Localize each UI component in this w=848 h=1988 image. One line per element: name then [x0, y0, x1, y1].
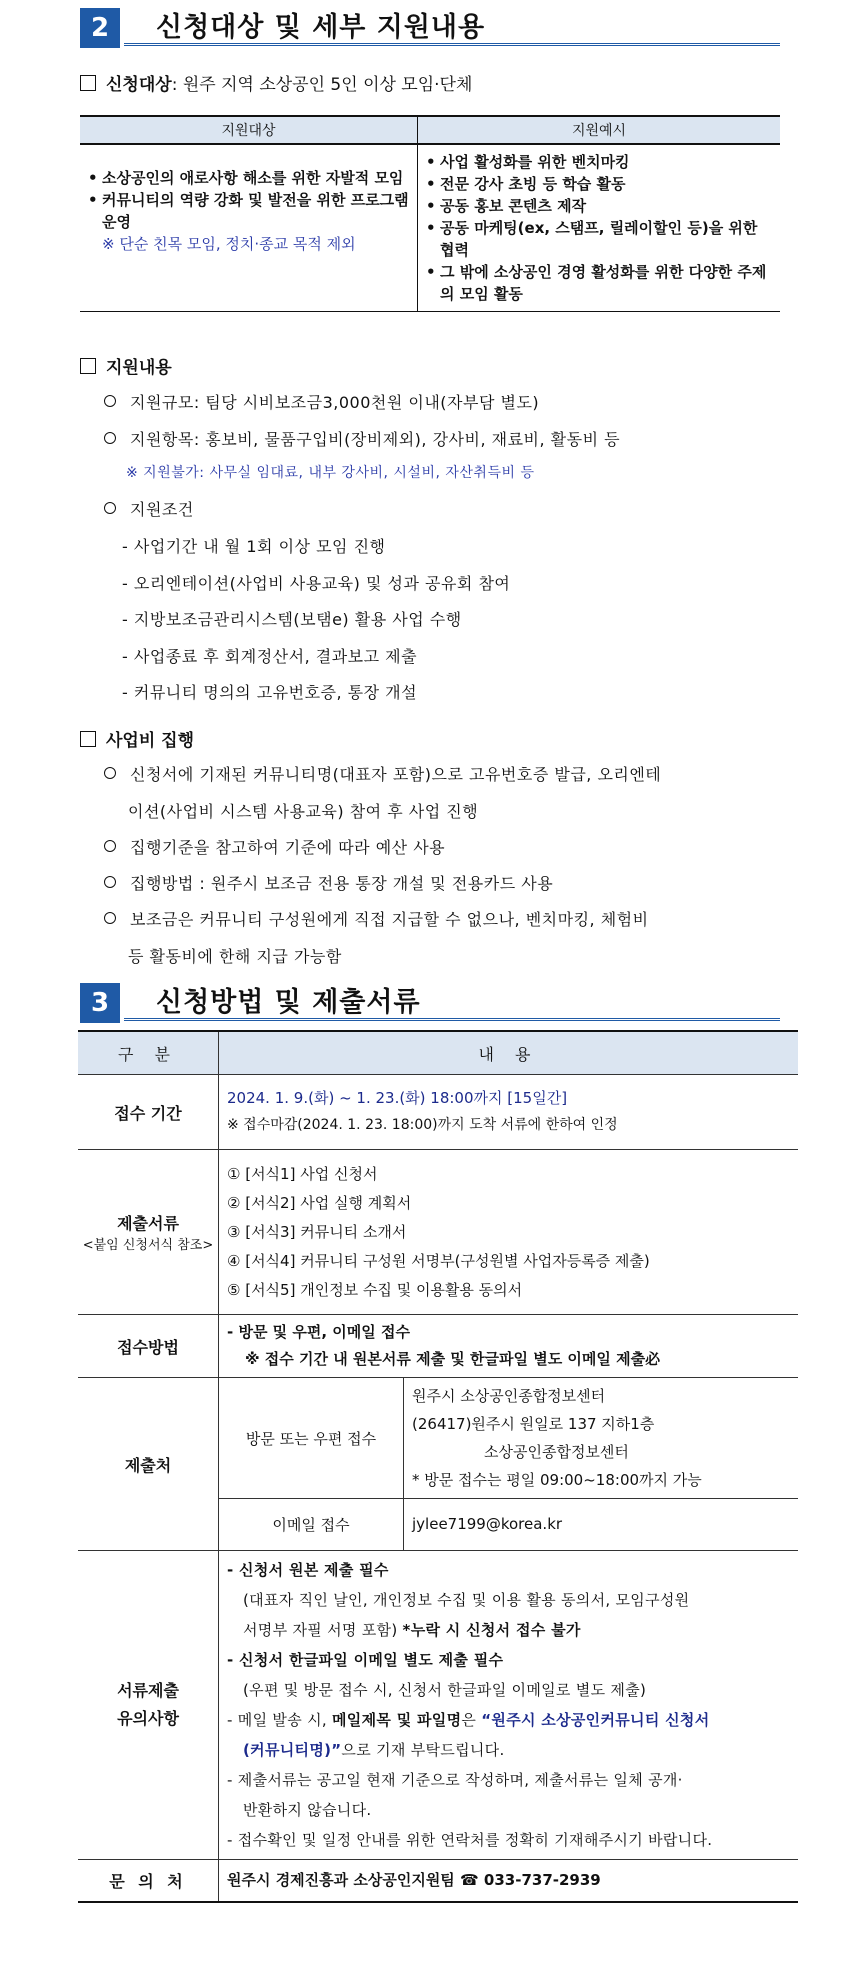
exec-line-cont: 등 활동비에 한해 지급 가능함	[128, 947, 342, 966]
target-heading: 신청대상: 원주 지역 소상공인 5인 이상 모임·단체	[80, 70, 472, 95]
support-items: 지원항목: 홍보비, 물품구입비(장비제외), 강사비, 재료비, 활동비 등	[104, 427, 620, 450]
note-line: - 접수확인 및 일정 안내를 위한 연락처를 정확히 기재해주시기 바랍니다.	[227, 1831, 713, 1849]
note-line: (우편 및 방문 접수 시, 신청서 한글파일 이메일로 별도 제출)	[243, 1681, 647, 1699]
circle-bullet-icon	[104, 876, 116, 888]
application-table	[78, 1030, 798, 1903]
notes-label: 서류제출	[117, 1681, 179, 1700]
example-item: • 공동 마케팅(ex, 스탬프, 릴레이할인 등)을 위한 협력	[426, 217, 772, 261]
target-item: • 커뮤니티의 역량 강화 및 발전을 위한 프로그램 운영	[88, 189, 409, 233]
example-item: • 그 밖에 소상공인 경영 활성화를 위한 다양한 주제의 모임 활동	[426, 261, 772, 305]
section-2-header	[80, 8, 780, 48]
exec-line: 집행기준을 참고하여 기준에 따라 예산 사용	[104, 835, 445, 858]
note-line: - 신청서 한글파일 이메일 별도 제출 필수	[227, 1651, 504, 1669]
condition-item: - 지방보조금관리시스템(보탬e) 활용 사업 수행	[122, 610, 462, 629]
example-cell	[418, 144, 781, 312]
note-line: - 제출서류는 공고일 현재 기준으로 작성하며, 제출서류는 일체 공개·	[227, 1771, 683, 1789]
visit-hours: * 방문 접수는 평일 09:00~18:00까지 가능	[412, 1471, 702, 1489]
checkbox-square-icon	[80, 358, 96, 374]
visit-line: (26417)원주시 원일로 137 지하1층	[412, 1415, 655, 1433]
support-scale: 지원규모: 팀당 시비보조금3,000천원 이내(자부담 별도)	[104, 390, 539, 413]
circle-bullet-icon	[104, 395, 116, 407]
period-cell	[219, 1075, 799, 1150]
note-line: - 메일 발송 시, 메일제목 및 파일명은 “원주시 소상공인커뮤니티 신청서	[227, 1711, 710, 1729]
col-header-content: 내 용	[219, 1031, 799, 1075]
doc-item: ④ [서식4] 커뮤니티 구성원 서명부(구성원별 사업자등록증 제출)	[227, 1251, 650, 1270]
target-list	[88, 167, 409, 233]
condition-item: - 오리엔테이션(사업비 사용교육) 및 성과 공유회 참여	[122, 574, 511, 593]
example-item: • 공동 홍보 콘텐츠 제작	[426, 195, 772, 217]
dest-label: 제출처	[78, 1378, 219, 1551]
notes-label-cell	[78, 1551, 219, 1860]
section-title: 신청방법 및 제출서류	[156, 987, 421, 1018]
contact-label: 문 의 처	[78, 1860, 219, 1902]
checkbox-square-icon	[80, 731, 96, 747]
notes-label: 유의사항	[117, 1709, 179, 1728]
example-item: • 사업 활성화를 위한 벤치마킹	[426, 151, 772, 173]
checkbox-square-icon	[80, 75, 96, 91]
circle-bullet-icon	[104, 502, 116, 514]
example-item: • 전문 강사 초빙 등 학습 활동	[426, 173, 772, 195]
visit-line: 소상공인종합정보센터	[484, 1443, 629, 1461]
circle-bullet-icon	[104, 767, 116, 779]
support-target-table	[80, 115, 780, 312]
support-note: ※ 지원불가: 사무실 임대료, 내부 강사비, 시설비, 자산취득비 등	[126, 465, 535, 481]
exec-heading: 사업비 집행	[80, 726, 194, 751]
section-3-header	[80, 983, 780, 1023]
method-line: - 방문 및 우편, 이메일 접수	[227, 1323, 410, 1341]
col-header-example: 지원예시	[418, 116, 781, 144]
condition-item: - 커뮤니티 명의의 고유번호증, 통장 개설	[122, 683, 418, 702]
method-cell	[219, 1315, 799, 1378]
doc-item: ② [서식2] 사업 실행 계획서	[227, 1193, 412, 1212]
support-heading: 지원내용	[80, 353, 172, 378]
doc-item: ⑤ [서식5] 개인정보 수집 및 이용활용 동의서	[227, 1280, 523, 1299]
note-line: 서명부 자필 서명 포함) *누락 시 신청서 접수 불가	[243, 1621, 581, 1639]
visit-label: 방문 또는 우편 접수	[219, 1378, 404, 1499]
circle-bullet-icon	[104, 840, 116, 852]
exec-line: 보조금은 커뮤니티 구성원에게 직접 지급할 수 없으나, 벤치마킹, 체험비	[104, 907, 649, 930]
docs-sublabel: <붙임 신청서식 참조>	[82, 1238, 214, 1253]
exec-line: 집행방법 : 원주시 보조금 전용 통장 개설 및 전용카드 사용	[104, 871, 553, 894]
condition-item: - 사업종료 후 회계정산서, 결과보고 제출	[122, 647, 418, 666]
note-line: (커뮤니티명)”으로 기재 부탁드립니다.	[243, 1741, 505, 1759]
circle-bullet-icon	[104, 432, 116, 444]
period-main: 2024. 1. 9.(화) ~ 1. 23.(화) 18:00까지 [15일간]	[227, 1089, 568, 1107]
period-note: ※ 접수마감(2024. 1. 23. 18:00)까지 도착 서류에 한하여 인정	[227, 1117, 618, 1133]
docs-label-cell	[78, 1150, 219, 1315]
target-item: • 소상공인의 애로사항 해소를 위한 자발적 모임	[88, 167, 409, 189]
note-line: - 신청서 원본 제출 필수	[227, 1561, 389, 1579]
email-label: 이메일 접수	[219, 1499, 404, 1551]
target-note: ※ 단순 친목 모임, 정치·종교 목적 제외	[102, 235, 356, 253]
section-number: 3	[80, 983, 120, 1023]
example-list	[426, 151, 772, 305]
contact-info: 원주시 경제진흥과 소상공인지원팀 ☎ 033-737-2939	[219, 1860, 799, 1902]
col-header-target: 지원대상	[80, 116, 418, 144]
section-title: 신청대상 및 세부 지원내용	[156, 12, 486, 43]
exec-line: 신청서에 기재된 커뮤니티명(대표자 포함)으로 고유번호증 발급, 오리엔테	[104, 762, 661, 785]
method-label: 접수방법	[78, 1315, 219, 1378]
method-note: ※ 접수 기간 내 원본서류 제출 및 한글파일 별도 이메일 제출必	[245, 1350, 661, 1368]
period-label: 접수 기간	[78, 1075, 219, 1150]
docs-label: 제출서류	[117, 1214, 179, 1233]
exec-line-cont: 이션(사업비 시스템 사용교육) 참여 후 사업 진행	[128, 802, 479, 821]
doc-item: ③ [서식3] 커뮤니티 소개서	[227, 1222, 407, 1241]
target-cell	[80, 144, 418, 312]
circle-bullet-icon	[104, 912, 116, 924]
condition-item: - 사업기간 내 월 1회 이상 모임 진행	[122, 537, 386, 556]
condition-heading: 지원조건	[104, 497, 194, 520]
section-number: 2	[80, 8, 120, 48]
visit-address	[404, 1378, 799, 1499]
title-underline	[124, 43, 780, 46]
note-line: (대표자 직인 날인, 개인정보 수집 및 이용 활용 동의서, 모임구성원	[243, 1591, 690, 1609]
notes-cell	[219, 1551, 799, 1860]
email-address: jylee7199@korea.kr	[404, 1499, 799, 1551]
col-header-category: 구 분	[78, 1031, 219, 1075]
note-line: 반환하지 않습니다.	[243, 1801, 372, 1819]
doc-item: ① [서식1] 사업 신청서	[227, 1164, 378, 1183]
docs-list	[219, 1150, 799, 1315]
title-underline	[124, 1018, 780, 1021]
visit-line: 원주시 소상공인종합정보센터	[412, 1387, 606, 1405]
